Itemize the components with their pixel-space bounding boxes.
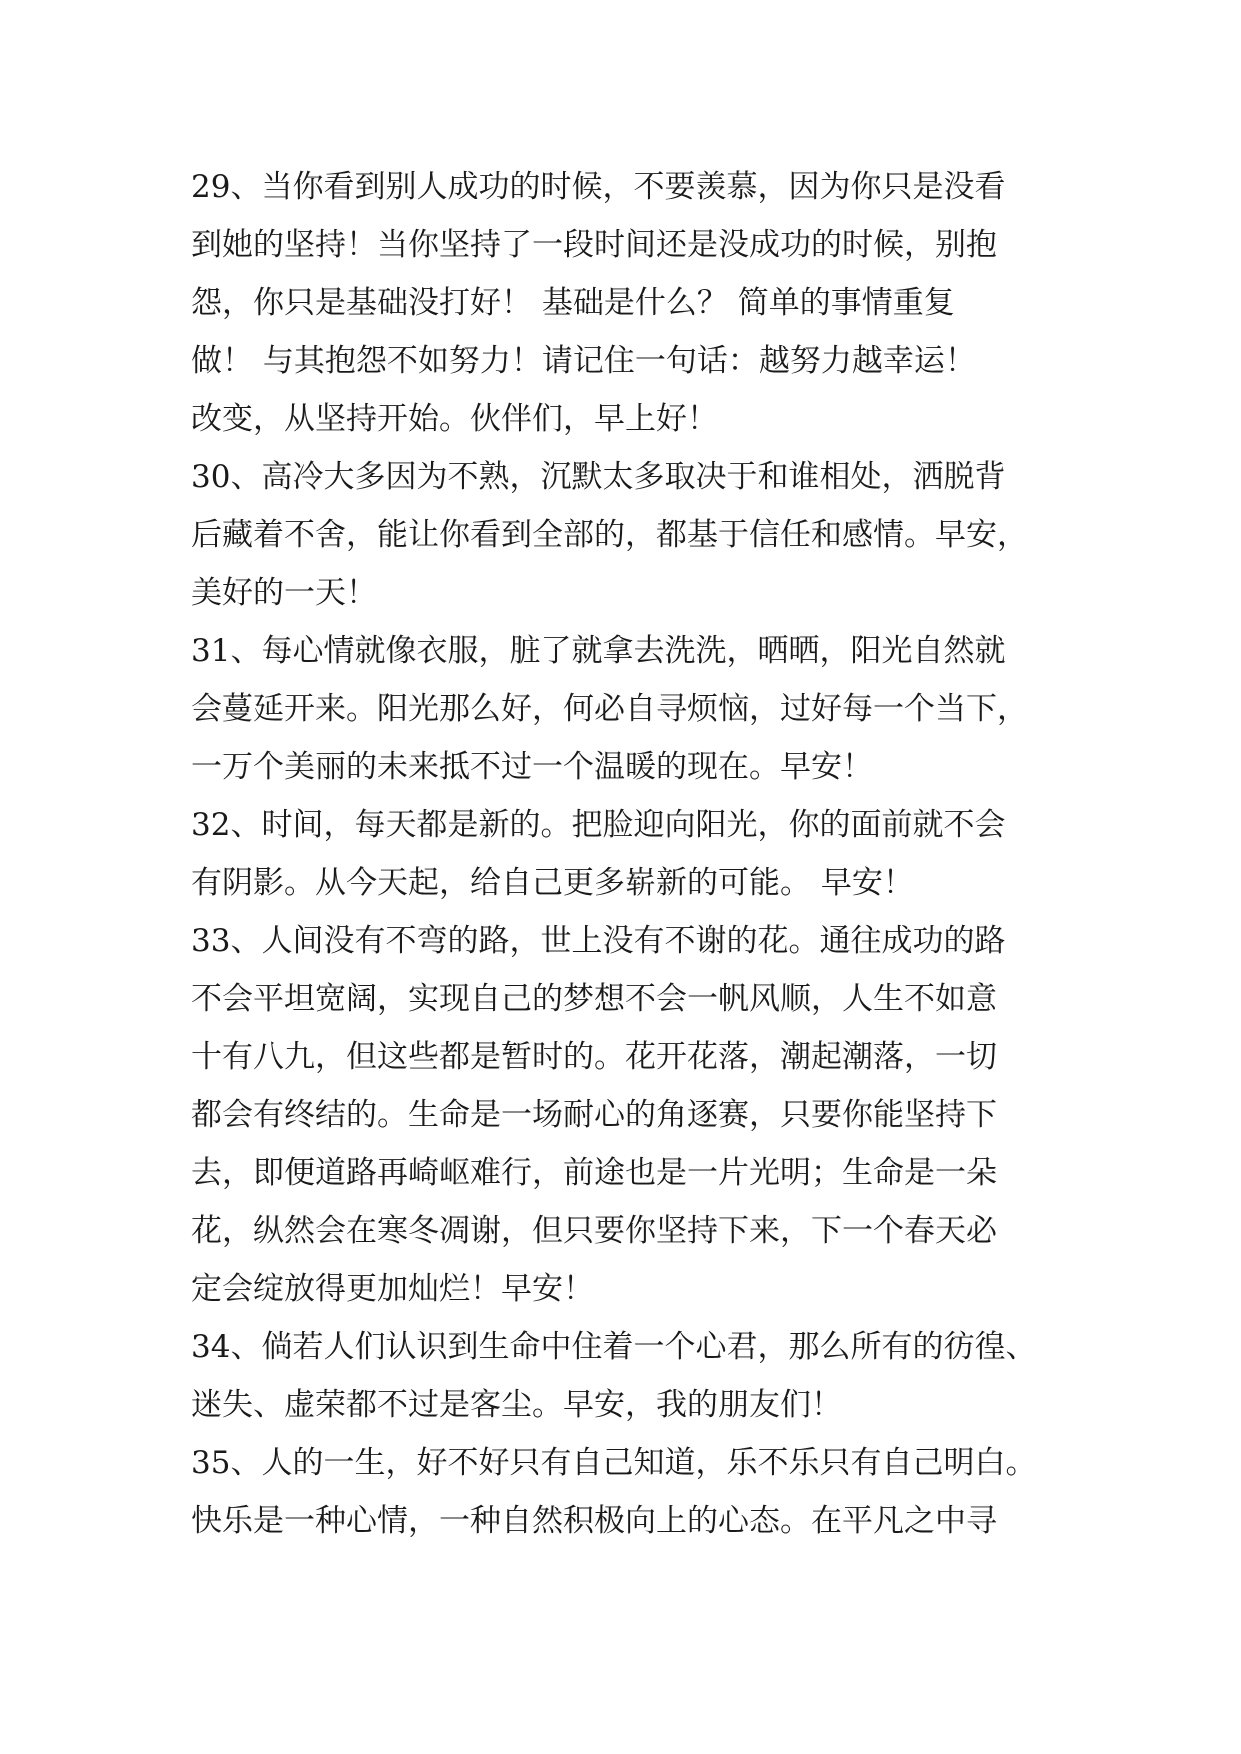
text-line: 后藏着不舍，能让你看到全部的，都基于信任和感情。早安， — [191, 517, 1028, 553]
text-line: 34、倘若人们认识到生命中住着一个心君，那么所有的彷徨、 — [191, 1329, 1037, 1365]
text-line: 到她的坚持！当你坚持了一段时间还是没成功的时候，别抱 — [191, 227, 997, 263]
text-line: 去，即便道路再崎岖难行，前途也是一片光明；生命是一朵 — [191, 1155, 997, 1191]
text-line: 一万个美丽的未来抵不过一个温暖的现在。早安！ — [191, 749, 873, 785]
text-line: 32、时间，每天都是新的。把脸迎向阳光，你的面前就不会 — [191, 807, 1006, 843]
text-line: 花，纵然会在寒冬凋谢，但只要你坚持下来，下一个春天必 — [191, 1213, 997, 1249]
text-line: 怨，你只是基础没打好！ 基础是什么？ 简单的事情重复 — [191, 285, 955, 321]
text-line: 不会平坦宽阔，实现自己的梦想不会一帆风顺，人生不如意 — [191, 981, 997, 1017]
document-body — [191, 158, 1051, 1550]
text-line: 迷失、虚荣都不过是客尘。早安，我的朋友们！ — [191, 1387, 842, 1423]
text-line: 会蔓延开来。阳光那么好，何必自寻烦恼，过好每一个当下， — [191, 691, 1028, 727]
text-line: 35、人的一生，好不好只有自己知道，乐不乐只有自己明白。 — [191, 1445, 1037, 1481]
text-line: 31、每心情就像衣服，脏了就拿去洗洗，晒晒，阳光自然就 — [191, 633, 1006, 669]
text-line: 改变，从坚持开始。伙伴们，早上好！ — [191, 401, 718, 437]
text-line: 33、人间没有不弯的路，世上没有不谢的花。通往成功的路 — [191, 923, 1006, 959]
text-line: 做！ 与其抱怨不如努力！请记住一句话：越努力越幸运！ — [191, 343, 976, 379]
text-line: 快乐是一种心情，一种自然积极向上的心态。在平凡之中寻 — [191, 1503, 997, 1539]
text-line: 29、当你看到别人成功的时候，不要羡慕，因为你只是没看 — [191, 169, 1006, 205]
text-line: 有阴影。从今天起，给自己更多崭新的可能。 早安！ — [191, 865, 914, 901]
text-line: 十有八九，但这些都是暂时的。花开花落，潮起潮落，一切 — [191, 1039, 997, 1075]
text-line: 都会有终结的。生命是一场耐心的角逐赛，只要你能坚持下 — [191, 1097, 997, 1133]
text-line: 30、高冷大多因为不熟，沉默太多取决于和谁相处，洒脱背 — [191, 459, 1006, 495]
text-line: 美好的一天！ — [191, 575, 377, 611]
text-line: 定会绽放得更加灿烂！早安！ — [191, 1271, 594, 1307]
